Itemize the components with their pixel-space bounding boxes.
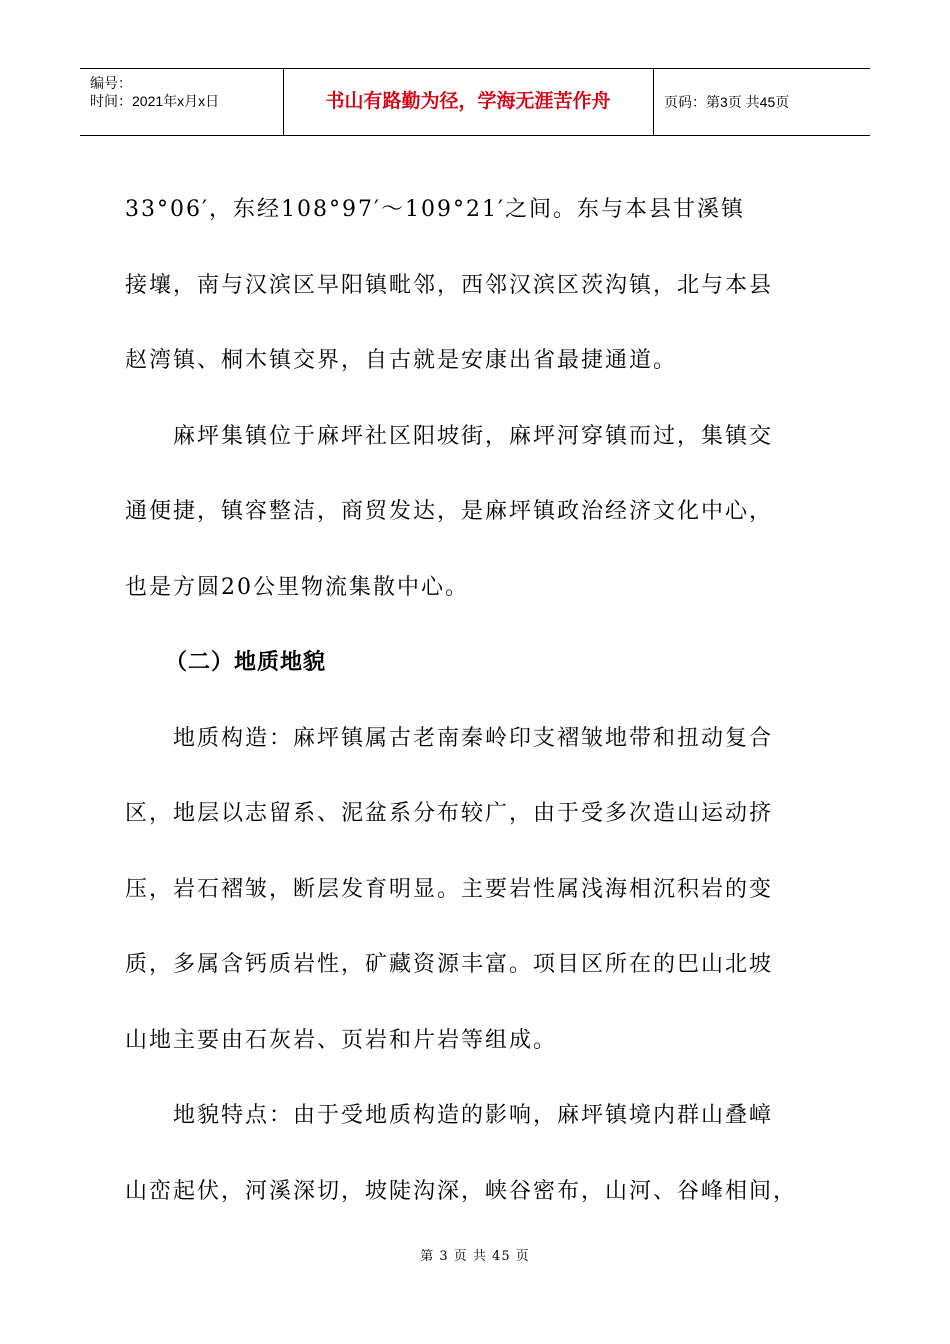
document-time-label: 时间：2021年x月x日 bbox=[90, 93, 220, 109]
paragraph-line: 质，多属含钙质岩性，矿藏资源丰富。项目区所在的巴山北坡 bbox=[125, 952, 774, 977]
header-page-info: 页码：第3页 共45页 bbox=[664, 94, 790, 110]
document-number-label: 编号： bbox=[90, 75, 132, 91]
paragraph-line: 也是方圆20公里物流集散中心。 bbox=[125, 574, 469, 600]
page-footer: 第 3 页 共 45 页 bbox=[420, 1249, 530, 1264]
paragraph-line: 地貌特点：由于受地质构造的影响，麻坪镇境内群山叠嶂 bbox=[173, 1103, 774, 1128]
page-header bbox=[80, 68, 870, 136]
header-motto: 书山有路勤为径，学海无涯苦作舟 bbox=[283, 69, 654, 135]
paragraph-line: 山峦起伏，河溪深切，坡陡沟深，峡谷密布，山河、谷峰相间， bbox=[125, 1178, 798, 1204]
paragraph-line: 山地主要由石灰岩、页岩和片岩等组成。 bbox=[125, 1027, 558, 1053]
paragraph-line: 压，岩石褶皱，断层发育明显。主要岩性属浅海相沉积岩的变 bbox=[125, 876, 774, 902]
paragraph-line: 麻坪集镇位于麻坪社区阳坡街，麻坪河穿镇而过，集镇交 bbox=[173, 423, 774, 449]
paragraph-line: 33°06′，东经108°97′～109°21′之间。东与本县甘溪镇 bbox=[125, 197, 745, 222]
paragraph-line: 赵湾镇、桐木镇交界，自古就是安康出省最捷通道。 bbox=[125, 348, 678, 373]
paragraph-line: 接壤，南与汉滨区早阳镇毗邻，西邻汉滨区茨沟镇，北与本县 bbox=[125, 272, 774, 298]
section-heading: （二）地质地貌 bbox=[165, 650, 327, 675]
paragraph-line: 通便捷，镇容整洁，商贸发达，是麻坪镇政治经济文化中心， bbox=[125, 499, 774, 524]
header-meta-cell bbox=[80, 69, 284, 135]
document-body bbox=[125, 172, 840, 1229]
paragraph-line: 地质构造：麻坪镇属古老南秦岭印支褶皱地带和扭动复合 bbox=[173, 725, 774, 751]
paragraph-line: 区，地层以志留系、泥盆系分布较广，由于受多次造山运动挤 bbox=[125, 801, 774, 826]
